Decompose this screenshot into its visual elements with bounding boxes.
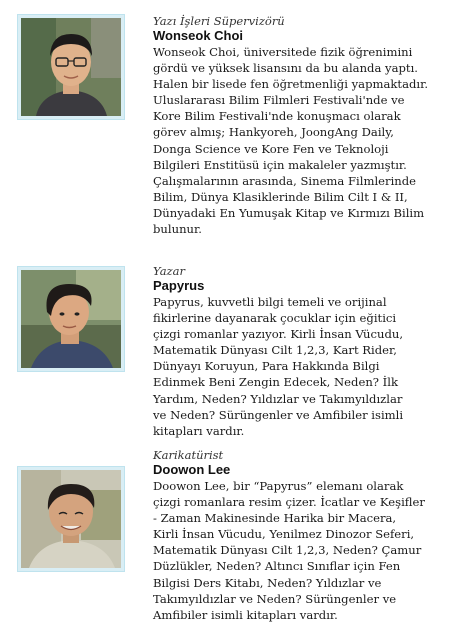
bio-line: Matematik Dünyası Cilt 1,2,3, Neden? Çamur [153,543,422,558]
role-title: Yazar [153,264,185,278]
bio-line: ve Neden? Sürüngenler ve Amfibiler isimli [153,407,404,422]
portrait-image [21,18,121,116]
person-name: Wonseok Choi [153,28,244,43]
bio-line: Çalışmalarının arasında, Sinema Filmlerinde [153,173,417,188]
bio-line: Bilgileri Enstitüsü için makaleler yazmıştır. [153,157,407,172]
portrait-image [21,270,121,368]
bio-line: görev almış; Hankyoreh, JoongAng Daily, [153,125,394,140]
bio-line: Yardım, Neden? Yıldızlar ve Takımyıldızlar [153,391,403,406]
bio-line: - Zaman Makinesinde Harika bir Macera, [153,511,397,526]
portrait-photo-wonseok-choi [21,18,121,116]
bio-line: Bilgisi Ders Kitabı, Neden? Yıldızlar ve [153,575,382,590]
bio-line: Dünyayı Koruyun, Para Hakkında Bilgi [153,359,380,374]
biography [153,294,443,439]
bio-line: fikirlerine dayanarak çocuklar için eğitici [153,311,397,326]
bio-line: Dünyadaki En Yumuşak Kitap ve Kırmızı Bilim [153,205,425,220]
bio-line: Düzlükler, Neden? Altıncı Sınıflar için Fen [153,559,401,574]
person-name: Papyrus [153,278,205,293]
bio-line: Doowon Lee, bir “Papyrus” elemanı olarak [153,479,404,493]
bio-line: bulunur. [153,222,202,237]
bio-line: Takımyıldızlar ve Neden? Sürüngenler ve [153,591,397,606]
bio-line: Papyrus, kuvvetli bilgi temeli ve orijinal [153,295,387,309]
role-title: Karikatürist [153,448,224,462]
bio-line: Kirli İnsan Vücudu, Yenilmez Dinozor Seferi, [153,527,415,542]
bio-line: Matematik Dünyası Cilt 1,2,3, Kart Rider, [153,343,397,358]
biography [153,478,443,623]
portrait-frame [17,266,125,372]
role-title: Yazı İşleri Süpervizörü [153,14,285,28]
bio-line: Uluslararası Bilim Filmleri Festivali'nde ve [153,93,405,108]
biography [153,44,443,237]
bio-line: çizgi romanlar yazıyor. Kirli İnsan Vücudu, [153,327,404,342]
portrait-frame [17,14,125,120]
bio-line: çizgi romanlara resim çizer. İcatlar ve Keşifler [153,495,425,510]
bio-line: kitapları vardır. [153,423,245,438]
profile-text [153,448,443,623]
profile-text [153,14,443,237]
portrait-image [21,470,121,568]
person-name: Doowon Lee [153,462,231,477]
bio-line: gördü ve yüksek lisansını da bu alanda yaptı. [153,61,418,76]
portrait-frame [17,466,125,572]
bio-line: Kore Bilim Festivali'nde konuşmacı olarak [153,109,401,124]
bio-line: Halen bir lisede fen öğretmenliği yapmaktadır. [153,77,429,92]
bio-line: Edinmek Beni Zengin Edecek, Neden? İlk [153,375,398,390]
portrait-photo-papyrus [21,270,121,368]
portrait-photo-doowon-lee [21,470,121,568]
bio-line: Donga Science ve Kore Fen ve Teknoloji [153,141,389,156]
bio-line: Wonseok Choi, üniversitede fizik öğrenimini [153,45,413,59]
profile-text [153,264,443,439]
bio-line: Amfibiler isimli kitapları vardır. [153,607,338,622]
bio-line: Bilim, Dünya Klasiklerinde Bilim Cilt I & II, [153,189,408,204]
